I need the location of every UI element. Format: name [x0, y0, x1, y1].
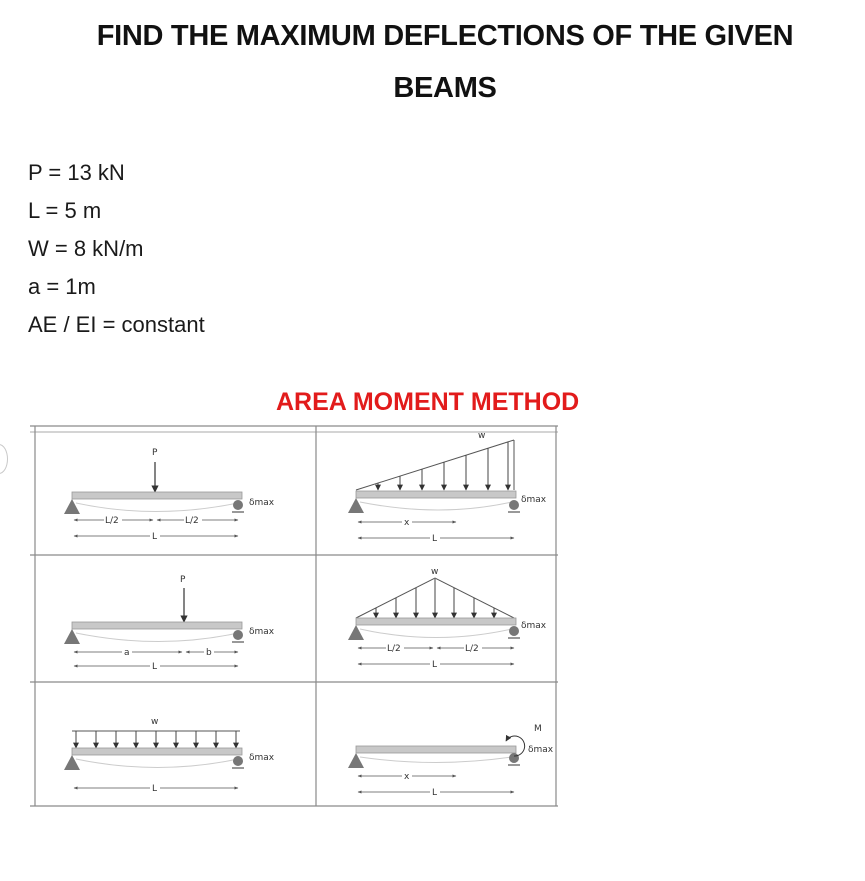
svg-text:x: x — [404, 518, 410, 528]
given-length-l: L = 5 m — [28, 198, 102, 223]
svg-text:δmax: δmax — [249, 753, 275, 763]
beam-diagram-point-load-midspan — [64, 448, 275, 542]
given-stiffness: AE / EI = constant — [28, 312, 205, 337]
svg-text:M: M — [534, 724, 542, 734]
svg-text:δmax: δmax — [249, 627, 275, 637]
svg-text:x: x — [404, 772, 410, 782]
svg-text:w: w — [478, 431, 486, 441]
svg-text:P: P — [180, 575, 186, 585]
svg-text:L: L — [152, 662, 158, 672]
svg-text:L: L — [432, 788, 438, 798]
svg-text:L: L — [432, 660, 438, 670]
beam-diagram-triangular-load — [348, 431, 547, 544]
beam-diagram-point-load-offset — [64, 575, 275, 672]
given-load-w: W = 8 kN/m — [28, 236, 144, 261]
svg-text:L: L — [432, 534, 438, 544]
label-dmax: δmax — [249, 498, 275, 508]
svg-text:w: w — [151, 717, 159, 727]
svg-text:L: L — [152, 532, 158, 542]
svg-text:δmax: δmax — [521, 495, 547, 505]
svg-text:w: w — [431, 567, 439, 577]
title-line-2: BEAMS — [393, 72, 497, 104]
svg-text:L/2: L/2 — [185, 516, 199, 526]
method-heading: AREA MOMENT METHOD — [276, 388, 580, 416]
svg-text:L/2: L/2 — [465, 644, 479, 654]
label-p: P — [152, 448, 158, 458]
svg-text:L/2: L/2 — [105, 516, 119, 526]
svg-text:L: L — [152, 784, 158, 794]
beam-diagram-symmetric-triangular-load — [348, 567, 547, 670]
svg-text:a: a — [124, 648, 130, 658]
svg-text:δmax: δmax — [528, 745, 554, 755]
svg-text:b: b — [206, 648, 212, 658]
beam-diagram-uniform-load — [64, 717, 275, 794]
given-distance-a: a = 1m — [28, 274, 96, 299]
title-line-1: FIND THE MAXIMUM DEFLECTIONS OF THE GIVEN — [96, 20, 794, 52]
svg-text:L/2: L/2 — [387, 644, 401, 654]
svg-text:δmax: δmax — [521, 621, 547, 631]
beam-diagram-end-moment — [348, 724, 554, 798]
given-load-p: P = 13 kN — [28, 160, 125, 185]
